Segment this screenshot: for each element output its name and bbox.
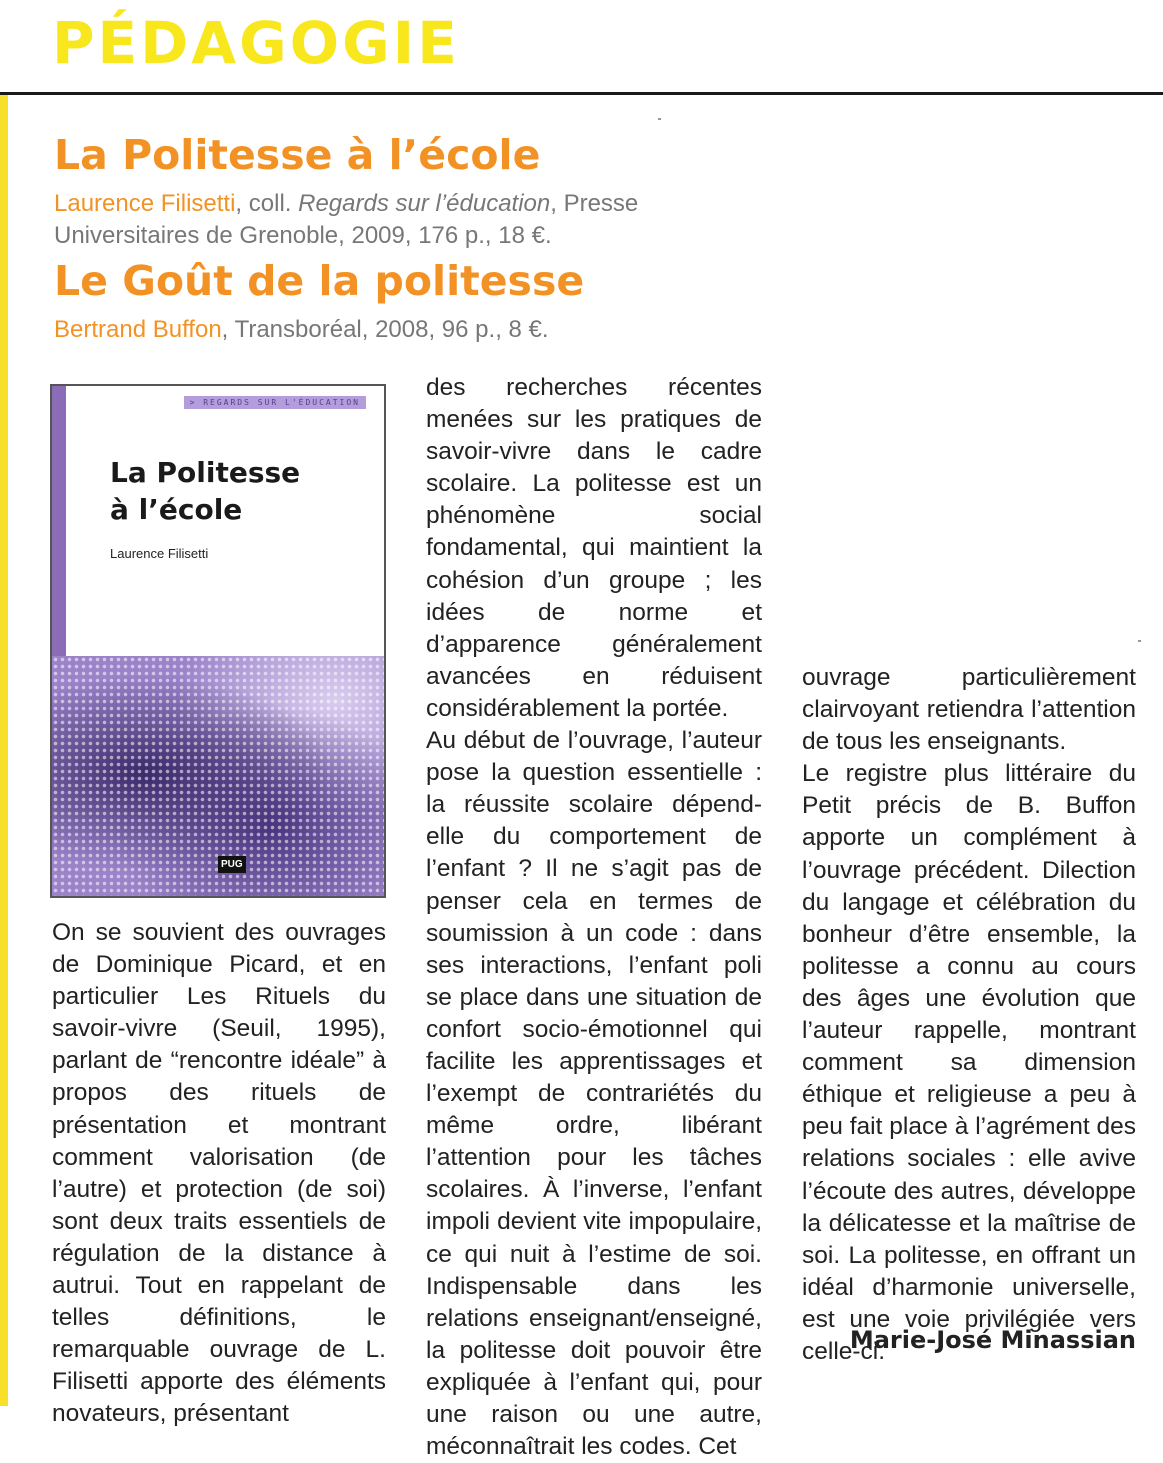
book-meta-2-suffix: , Transboréal, 2008, 96 p., 8 €.: [221, 316, 549, 343]
article-column-3: ouvrage particulièrement clairvoyant retiendra l’attention de tous les enseignants. Le registre plus littéraire du Petit précis de B. Buffon apporte un complément à l’ouvrage précédent. Dilection du langage et célébration du bonheur d’être ensemble, la politesse a connu au cours des âges une évolution que l’auteur rappelle, montrant comment sa dimension éthique et religieuse a peu à peu fait place à l’agrément des relations sociales : elle avive l’écoute des autres, développe la délicatesse et la maîtrise de soi. La politesse, en offrant un idéal d’harmonie universelle, est une voie privilégiée vers celle-ci.: [802, 664, 1136, 1365]
side-accent-bar: [0, 95, 8, 1406]
cover-title-line1: La Politesse: [110, 456, 301, 489]
article-column-1: On se souvient des ouvrages de Dominique Picard, et en particulier Les Rituels du savoir-vivre (Seuil, 1995), parlant de “rencontre idéale” à propos des rituels de présentation et montrant comment valorisation (de l’autre) et protection (de soi) sont deux traits essentiels de régulation de la distance à autrui. Tout en rappelant de telles définitions, le remarquable ouvrage de L. Filisetti apporte des éléments novateurs, présentant: [52, 919, 386, 1428]
book-title-1: La Politesse à l’école: [54, 131, 541, 179]
article-signature: Marie-José Minassian: [849, 1326, 1136, 1354]
cover-title-line2: à l’école: [110, 493, 243, 526]
section-title: PÉDAGOGIE: [52, 9, 460, 77]
article-column-2: des recherches récentes menées sur les pratiques de savoir-vivre dans le cadre scolaire. La politesse est un phénomène social fondamental, qui maintient la cohésion d’un groupe ; les idées de norme et d’apparence généralement avancées en réduisent considérablement la portée. Au début de l’ouvrage, l’auteur pose la question essentielle : la réussite scolaire dépend-elle du comportement de l’enfant ? Il ne s’agit pas de penser cela en termes de soumission à un code : dans ses interactions, l’enfant poli se place dans une situation de confort socio-émotionnel qui facilite les apprentissages et l’exempt de contrariétés du même ordre, libérant l’attention pour les tâches scolaires. À l’inverse, l’enfant impoli devient vite impopulaire, ce qui nuit à l’estime de soi. Indispensable dans les relations enseignant/enseigné, la politesse doit pouvoir être expliquée à l’enfant qui, pour une raison ou une autre, méconnaîtrait les codes. Cet: [426, 374, 762, 1461]
book-meta-1-suffix: , Presse Universitaires de Grenoble, 2009, 176 p., 18 €.: [54, 190, 639, 249]
publisher-logo: PUG: [218, 856, 246, 873]
cover-title: [110, 454, 300, 528]
print-speck: [658, 118, 661, 120]
book-meta-1: [54, 188, 694, 252]
cover-series-label: > REGARDS SUR L'ÉDUCATION: [184, 396, 366, 409]
header-rule: [0, 92, 1163, 95]
book-meta-1-prefix: , coll.: [235, 190, 299, 217]
book-author-1: Laurence Filisetti: [54, 190, 236, 217]
book-meta-2: [54, 314, 694, 346]
book-cover: [50, 384, 386, 898]
book-collection-1: Regards sur l’éducation: [298, 190, 551, 217]
cover-author: Laurence Filisetti: [110, 546, 209, 561]
book-author-2: Bertrand Buffon: [54, 316, 222, 343]
book-title-2: Le Goût de la politesse: [54, 257, 585, 305]
print-speck: [1138, 640, 1141, 642]
